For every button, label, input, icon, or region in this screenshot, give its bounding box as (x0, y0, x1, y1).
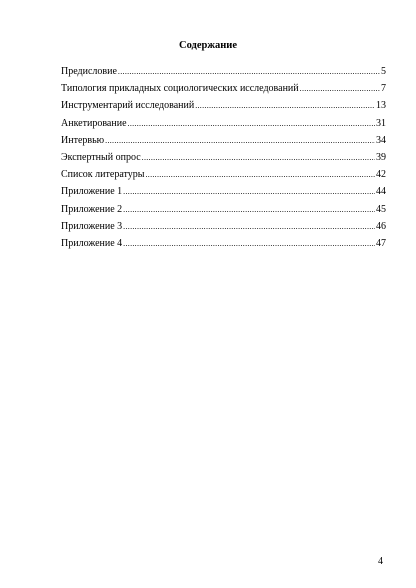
toc-dot-leader (118, 67, 380, 76)
toc-dot-leader (300, 84, 380, 93)
toc-entry-label: Предисловие (61, 66, 117, 77)
toc-entry-page: 44 (376, 186, 386, 198)
toc-entry-label: Приложение 2 (61, 203, 123, 215)
toc-entry-page: 42 (376, 169, 386, 181)
toc-dot-leader (145, 170, 375, 179)
toc-entry-label: Приложение 1 (61, 186, 123, 198)
toc-dot-leader (123, 187, 375, 196)
toc-entry-appendix-4 (61, 238, 386, 255)
toc-entry-label: Типология прикладных социологических исследований (61, 83, 299, 95)
toc-entry-page: 46 (376, 220, 386, 232)
toc-dot-leader (123, 239, 375, 248)
toc-entry-page: 45 (376, 203, 386, 215)
toc-entry-appendix-3 (61, 221, 386, 238)
toc-entry-label: Анкетирование (61, 117, 127, 129)
toc-entry-label: Инструментарий исследований (61, 100, 195, 112)
toc-entry-survey (61, 118, 386, 135)
toc-dot-leader (123, 205, 375, 214)
toc-dot-leader (105, 136, 375, 145)
toc-entry-appendix-2 (61, 204, 386, 221)
toc-entry-page: 34 (376, 134, 386, 146)
table-of-contents (61, 66, 386, 255)
toc-entry-interview (61, 135, 386, 152)
toc-entry-references (61, 169, 386, 186)
toc-entry-page: 47 (376, 237, 386, 249)
toc-dot-leader (128, 119, 375, 128)
toc-entry-label: Приложение 3 (61, 220, 123, 232)
toc-entry-label: Приложение 4 (61, 237, 123, 249)
toc-entry-expert-poll (61, 152, 386, 169)
toc-entry-typology (61, 83, 386, 100)
toc-entry-page: 13 (376, 100, 386, 112)
toc-entry-label: Список литературы (61, 169, 145, 181)
toc-entry-page: 31 (376, 117, 386, 129)
toc-entry-label: Экспертный опрос (61, 151, 141, 163)
toc-dot-leader (123, 222, 375, 231)
toc-entry-page: 39 (376, 151, 386, 163)
toc-dot-leader (195, 101, 375, 110)
page-title: Содержание (179, 40, 237, 51)
toc-entry-appendix-1 (61, 186, 386, 203)
page-number: 4 (378, 556, 383, 567)
toc-entry-page: 7 (381, 83, 386, 95)
toc-entry-page: 5 (381, 66, 386, 77)
toc-entry-instruments (61, 100, 386, 117)
toc-entry-label: Интервью (61, 134, 105, 146)
toc-dot-leader (142, 153, 375, 162)
toc-entry-preface (61, 66, 386, 83)
